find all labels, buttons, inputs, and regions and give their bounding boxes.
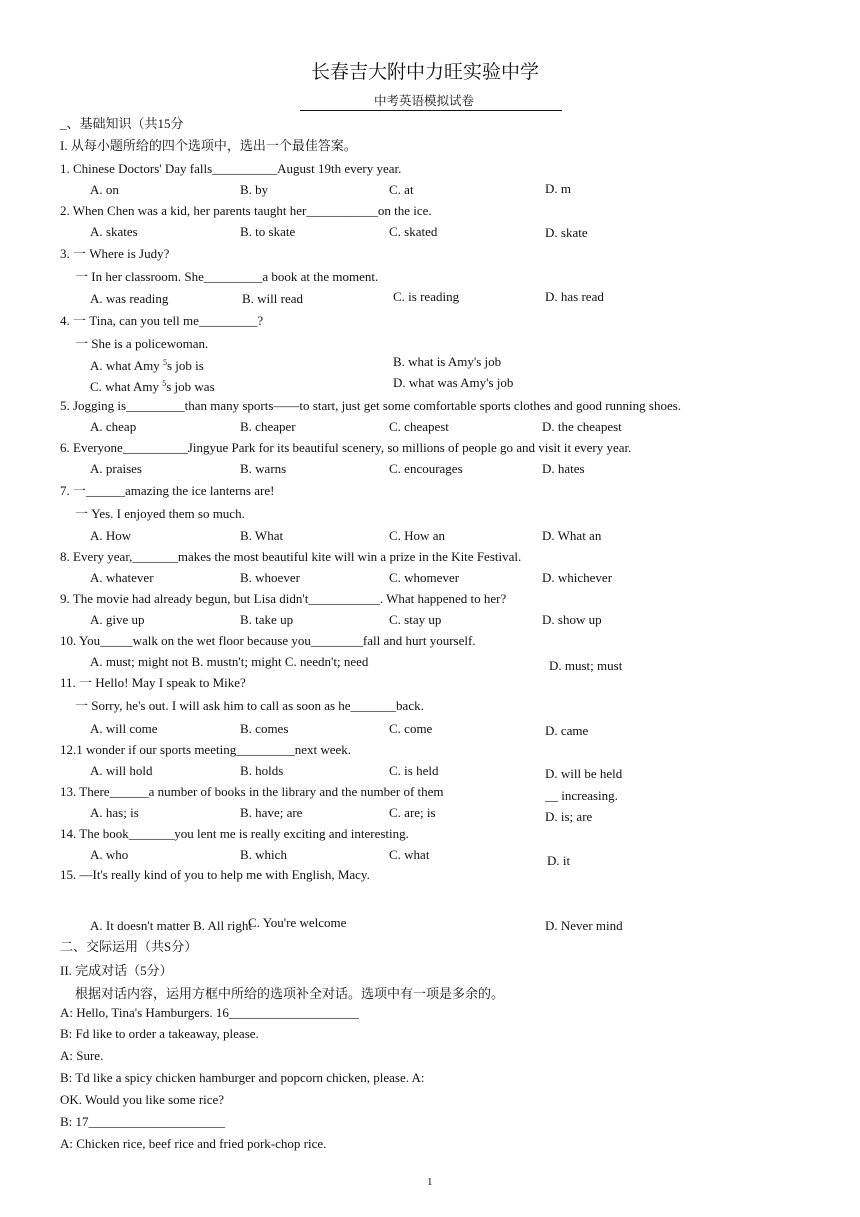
q10-options-abc: A. must; might not B. mustn't; might C. needn't; need [90,654,369,669]
q1-option-c: C. at [389,182,414,197]
q8-option-b: B. whoever [240,570,300,585]
q2-option-b: B. to skate [240,224,296,239]
q7-option-a: A. How [90,528,132,543]
q3-line1: 3. 一 Where is Judy? [60,246,170,261]
q4-option-b: B. what is Amy's job [393,354,502,369]
q4-option-a-sup: 5 [162,358,167,367]
q13-stem-tail: __ increasing. [545,788,618,803]
q6-option-a: A. praises [90,461,142,476]
q9-option-b: B. take up [240,612,294,627]
q14-option-d: D. it [547,853,571,868]
dialogue-line: A: Sure. [60,1048,104,1063]
q5-option-a: A. cheap [90,419,137,434]
q2-stem: 2. When Chen was a kid, her parents taught her___________on the ice. [60,203,432,218]
q11-option-c: C. come [389,721,433,736]
q14-option-a: A. who [90,847,129,862]
dialogue-line: A: Chicken rice, beef rice and fried pork-chop rice. [60,1136,327,1151]
q5-option-d: D. the cheapest [542,419,622,434]
title-underline [300,110,562,111]
q1-option-b: B. by [240,182,269,197]
q15-options-ab: A. It doesn't matter B. All right [90,918,252,933]
q12-option-d: D. will be held [545,766,623,781]
exam-title: 中考英语模拟试卷 [374,94,475,108]
q12-option-c: C. is held [389,763,439,778]
q8-option-d: D. whichever [542,570,613,585]
q13-option-a: A. has; is [90,805,139,820]
q3-option-a: A. was reading [90,291,169,306]
q4-option-c-pre: C. what Amy [90,379,163,394]
q14-option-c: C. what [389,847,430,862]
q3-option-c: C. is reading [393,289,460,304]
q15-stem: 15. —It's really kind of you to help me with English, Macy. [60,867,370,882]
q4-option-a-post: s job is [166,358,204,373]
q6-option-c: C. encourages [389,461,463,476]
page-number: 1 [427,1176,433,1188]
q9-option-d: D. show up [542,612,602,627]
dialogue-line: B: Fd like to order a takeaway, please. [60,1026,259,1041]
q3-line2: 一 In her classroom. She_________a book at the moment. [75,269,379,284]
q12-stem: 12.1 wonder if our sports meeting_________next week. [60,742,352,757]
q15-option-d: D. Never mind [545,918,623,933]
section2-heading: 二、交际运用（共S分） [60,939,198,954]
q2-option-a: A. skates [90,224,138,239]
q10-stem: 10. You_____walk on the wet floor because you________fall and hurt yourself. [60,633,476,648]
q6-option-b: B. warns [240,461,287,476]
q11-line1: 11. 一 Hello! May I speak to Mike? [60,675,246,690]
q4-line1: 4. 一 Tina, can you tell me_________? [60,313,264,328]
q4-option-a [90,358,204,373]
q14-option-b: B. which [240,847,287,862]
q4-option-c [90,379,215,394]
q11-option-d: D. came [545,723,589,738]
q13-option-c: C. are; is [389,805,436,820]
q2-option-d: D. skate [545,225,588,240]
q10-option-d: D. must; must [549,658,623,673]
q8-option-a: A. whatever [90,570,154,585]
school-title: 长春吉大附中力旺实验中学 [311,62,540,83]
section2-instruction: 根据对话内容，运用方框中所给的选项补全对话。选项中有一项是多余的。 [75,986,505,1001]
q15-option-c: C. You're welcome [248,915,347,930]
q3-option-b: B. will read [242,291,304,306]
q4-line2: 一 She is a policewoman. [75,336,209,351]
q12-option-b: B. holds [240,763,284,778]
q4-option-d: D. what was Amy's job [393,375,514,390]
q9-option-a: A. give up [90,612,145,627]
q2-option-c: C. skated [389,224,438,239]
q1-stem: 1. Chinese Doctors' Day falls__________August 19th every year. [60,161,402,176]
section1-instruction: I. 从每小题所给的四个选项中，选出一个最佳答案。 [60,138,357,153]
q11-line2: 一 Sorry, he's out. I will ask him to call as soon as he_______back. [75,698,424,713]
q6-stem: 6. Everyone__________Jingyue Park for its beautiful scenery, so millions of people go and visit it every year. [60,440,632,455]
q4-option-c-sup: 5 [162,379,167,388]
dialogue-line: A: Hello, Tina's Hamburgers. 16____________________ [60,1005,359,1020]
section2-subheading: II. 完成对话（5分） [60,963,173,978]
q9-option-c: C. stay up [389,612,442,627]
q7-line2: 一 Yes. I enjoyed them so much. [75,506,245,521]
q7-option-b: B. What [240,528,284,543]
q13-option-b: B. have; are [240,805,303,820]
q12-option-a: A. will hold [90,763,153,778]
q5-option-c: C. cheapest [389,419,449,434]
q1-option-a: A. on [90,182,119,197]
q7-option-c: C. How an [389,528,445,543]
q8-option-c: C. whomever [389,570,460,585]
q1-option-d: D. m [545,181,571,196]
q13-option-d: D. is; are [545,809,593,824]
dialogue-line: B: 17_____________________ [60,1114,226,1129]
q8-stem: 8. Every year,_______makes the most beautiful kite will win a prize in the Kite Festival. [60,549,522,564]
q4-option-c-post: s job was [166,379,215,394]
q13-stem: 13. There______a number of books in the library and the number of them [60,784,444,799]
q11-option-a: A. will come [90,721,158,736]
q5-option-b: B. cheaper [240,419,296,434]
q14-stem: 14. The book_______you lent me is really exciting and interesting. [60,826,409,841]
q5-stem: 5. Jogging is_________than many sports——to start, just get some comfortable sports clothes and good running shoes. [60,398,682,413]
dialogue-line: OK. Would you like some rice? [60,1092,225,1107]
section1-heading: _、基础知识（共15分 [60,116,184,131]
q3-option-d: D. has read [545,289,604,304]
q9-stem: 9. The movie had already begun, but Lisa didn't___________. What happened to her? [60,591,507,606]
dialogue-line: B: Td like a spicy chicken hamburger and popcorn chicken, please. A: [60,1070,425,1085]
q11-option-b: B. comes [240,721,289,736]
q6-option-d: D. hates [542,461,585,476]
q7-line1: 7. 一______amazing the ice lanterns are! [60,483,275,498]
q4-option-a-pre: A. what Amy [90,358,163,373]
q7-option-d: D. What an [542,528,602,543]
